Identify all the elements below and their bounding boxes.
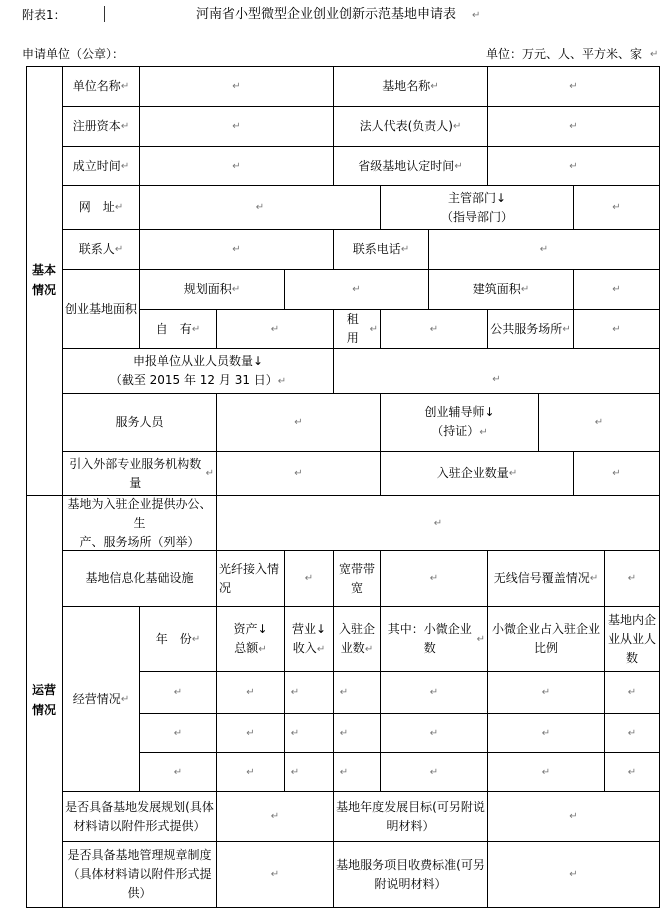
- dev-plan-label: 是否具备基地发展规划(具体 材料请以附件形式提供）: [65, 799, 214, 833]
- col-employment: 基地内企 业从业人 数: [607, 612, 656, 665]
- office-space-field[interactable]: ↵: [433, 517, 443, 529]
- it-infra-label: 基地信息化基础设施: [85, 571, 194, 585]
- revenue-cell[interactable]: ↵: [290, 766, 300, 778]
- cursor-bar: [104, 6, 105, 22]
- rules-label: 是否具备基地管理规章制度 （具体材料请以附件形式提 供）: [67, 848, 212, 900]
- assets-cell[interactable]: ↵: [246, 766, 255, 778]
- col-assets: 资产↓ 总额↵: [233, 621, 268, 655]
- website-field[interactable]: ↵: [255, 202, 265, 213]
- legal-rep-label: 法人代表(负责人) ↵: [359, 119, 462, 133]
- phone-field[interactable]: ↵: [539, 244, 549, 255]
- legal-rep-field[interactable]: ↵: [569, 121, 578, 132]
- established-label: 成立时间 ↵: [72, 158, 130, 173]
- contact-field[interactable]: ↵: [232, 244, 241, 255]
- business-label: 经营情况 ↵: [72, 691, 130, 706]
- phone-label: 联系电话 ↵: [352, 242, 410, 256]
- annual-goal-label: 基地年度发展目标(可另附说 明材料）: [336, 799, 485, 833]
- base-name-label: 基地名称 ↵: [382, 79, 439, 93]
- planned-area-field[interactable]: ↵: [352, 284, 361, 295]
- employment-cell[interactable]: ↵: [627, 687, 637, 698]
- external-orgs-label: 引入外部专业服务机构数量 ↵: [69, 456, 214, 490]
- wifi-label: 无线信号覆盖情况 ↵: [493, 571, 599, 585]
- mentor-label: 创业辅导师↓ （持证）↵: [424, 405, 495, 438]
- paragraph-mark: ↵: [472, 10, 481, 21]
- micro-cell[interactable]: ↵: [429, 687, 439, 698]
- staff-count-field[interactable]: ↵: [492, 374, 501, 385]
- micro-cell[interactable]: ↵: [429, 727, 439, 739]
- rented-label: 租 用 ↵: [346, 312, 378, 345]
- office-space-label: 基地为入驻企业提供办公、生 产、服务场所（列举）: [67, 496, 212, 549]
- registered-capital-label: 注册资本 ↵: [72, 119, 130, 133]
- public-space-field[interactable]: ↵: [612, 323, 621, 335]
- building-area-field[interactable]: ↵: [612, 284, 621, 295]
- tenants-cell[interactable]: ↵: [339, 687, 349, 698]
- year-cell[interactable]: ↵: [173, 727, 183, 739]
- section-operation: 运营情况: [31, 683, 56, 717]
- planned-area-label: 规划面积 ↵: [183, 282, 241, 296]
- col-ratio: 小微企业占入驻企业 比例: [491, 622, 600, 655]
- tenants-cell[interactable]: ↵: [339, 766, 349, 778]
- provincial-date-field[interactable]: ↵: [569, 160, 578, 172]
- applicant-label: 申请单位（公章）：: [22, 47, 125, 61]
- annual-goal-field[interactable]: ↵: [569, 811, 578, 822]
- ratio-cell[interactable]: ↵: [541, 687, 551, 698]
- attachment-label: 附表1：: [22, 8, 66, 22]
- public-space-label: 公共服务场所 ↵: [490, 321, 571, 336]
- section-basic-info: 基本情况: [31, 263, 56, 297]
- tenant-count-field[interactable]: ↵: [612, 468, 621, 479]
- wifi-field[interactable]: ↵: [627, 573, 637, 584]
- col-year: 年 份 ↵: [155, 631, 201, 646]
- year-cell[interactable]: ↵: [173, 766, 183, 778]
- paragraph-mark: ↵: [650, 49, 659, 60]
- base-name-field[interactable]: ↵: [569, 81, 578, 92]
- contact-label: 联系人 ↵: [78, 242, 124, 256]
- col-tenants: 入驻企 业数↵: [338, 621, 375, 655]
- col-micro: 其中：小微企业数 ↵: [387, 622, 485, 655]
- mentor-field[interactable]: ↵: [594, 417, 604, 428]
- year-cell[interactable]: ↵: [173, 687, 183, 698]
- provincial-date-label: 省级基地认定时间 ↵: [358, 158, 463, 173]
- registered-capital-field[interactable]: ↵: [232, 121, 241, 132]
- unit-name-field[interactable]: ↵: [232, 81, 241, 92]
- established-field[interactable]: ↵: [232, 160, 241, 172]
- employment-cell[interactable]: ↵: [627, 727, 637, 739]
- website-label: 网 址 ↵: [78, 200, 124, 214]
- service-staff-field[interactable]: ↵: [294, 417, 303, 428]
- ratio-cell[interactable]: ↵: [541, 766, 551, 778]
- building-area-label: 建筑面积 ↵: [472, 282, 530, 296]
- fiber-label: 光纤接入情 况: [219, 561, 280, 595]
- fees-label: 基地服务项目收费标准(可另 附说明材料）: [336, 857, 485, 891]
- rules-field[interactable]: ↵: [270, 869, 280, 880]
- fees-field[interactable]: ↵: [569, 869, 578, 880]
- tenant-count-label: 入驻企业数量 ↵: [436, 466, 518, 480]
- micro-cell[interactable]: ↵: [429, 766, 439, 778]
- assets-cell[interactable]: ↵: [246, 687, 255, 698]
- fiber-field[interactable]: ↵: [304, 573, 314, 584]
- base-area-label: 创业基地面积: [65, 301, 138, 316]
- dev-plan-field[interactable]: ↵: [270, 811, 280, 822]
- authority-field[interactable]: ↵: [612, 202, 621, 213]
- external-orgs-field[interactable]: ↵: [294, 468, 303, 479]
- rented-field[interactable]: ↵: [429, 323, 439, 335]
- broadband-label: 宽带带 宽: [338, 561, 375, 595]
- service-staff-label: 服务人员: [115, 415, 164, 429]
- revenue-cell[interactable]: ↵: [290, 687, 300, 698]
- unit-name-label: 单位名称 ↵: [72, 79, 130, 93]
- ratio-cell[interactable]: ↵: [541, 727, 551, 739]
- owned-label: 自 有 ↵: [155, 321, 201, 336]
- owned-field[interactable]: ↵: [270, 323, 280, 335]
- staff-count-label: 申报单位从业人员数量↓ （截至 2015 年 12 月 31 日）↵: [109, 353, 287, 387]
- employment-cell[interactable]: ↵: [627, 766, 637, 778]
- units-label: 单位：万元、人、平方米、家: [486, 47, 643, 61]
- revenue-cell[interactable]: ↵: [290, 727, 300, 739]
- assets-cell[interactable]: ↵: [246, 727, 255, 739]
- col-revenue: 营业↓ 收入↵: [291, 621, 327, 655]
- authority-label: 主管部门↓ （指导部门）: [440, 190, 513, 224]
- tenants-cell[interactable]: ↵: [339, 727, 349, 739]
- broadband-field[interactable]: ↵: [429, 573, 439, 584]
- form-title: 河南省小型微型企业创业创新示范基地申请表: [196, 7, 457, 22]
